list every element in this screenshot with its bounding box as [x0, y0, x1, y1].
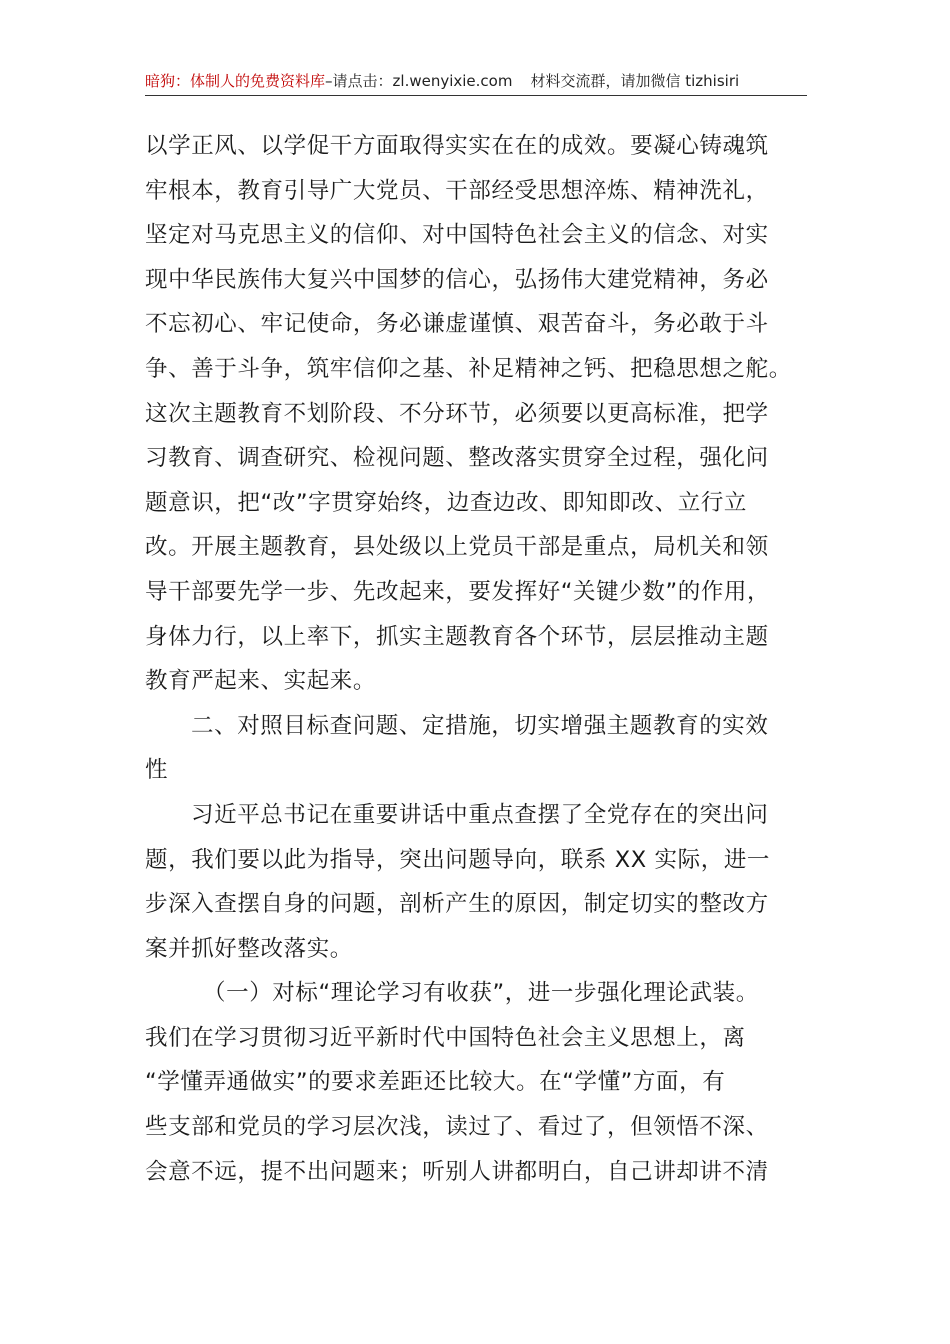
text-line: “学懂弄通做实”的要求差距还比较大。在“学懂”方面，有 — [145, 1069, 726, 1096]
text-line: 争、善于斗争，筑牢信仰之基、补足精神之钙、把稳思想之舵。 — [145, 355, 792, 382]
text-line: 些支部和党员的学习层次浅，读过了、看过了，但领悟不深、 — [145, 1114, 769, 1141]
text-line: 导干部要先学一步、先改起来，要发挥好“关键少数”的作用， — [145, 578, 771, 605]
subsection-heading: （一）对标“理论学习有收获”，进一步强化理论武装。 — [203, 980, 759, 1007]
header-url-link[interactable]: zl.wenyixie.com — [392, 72, 513, 90]
header-group-note: 材料交流群，请加微信 tizhisiri — [530, 72, 740, 90]
text-line: 这次主题教育不划阶段、不分环节，必须要以更高标准，把学 — [145, 400, 769, 427]
section-heading-continued: 性 — [145, 757, 169, 784]
text-line: 教育严起来、实起来。 — [145, 668, 377, 695]
document-body — [145, 124, 820, 1194]
text-line: 我们在学习贯彻习近平新时代中国特色社会主义思想上，离 — [145, 1024, 746, 1051]
text-line: 坚定对马克思主义的信仰、对中国特色社会主义的信念、对实 — [145, 222, 769, 249]
text-line: 步深入查摆自身的问题，剖析产生的原因，制定切实的整改方 — [145, 891, 769, 918]
text-line: 身体力行，以上率下，抓实主题教育各个环节，层层推动主题 — [145, 623, 769, 650]
text-line: 题意识，把“改”字贯穿始终，边查边改、即知即改、立行立 — [145, 489, 748, 516]
text-line: 以学正风、以学促干方面取得实实在在的成效。要凝心铸魂筑 — [145, 133, 769, 159]
text-line: 案并抓好整改落实。 — [145, 935, 353, 962]
header-site-name: 暗狗：体制人的免费资料库 — [145, 72, 326, 90]
header-divider — [145, 95, 807, 96]
section-heading: 二、对照目标查问题、定措施，切实增强主题教育的实效 — [191, 712, 769, 739]
page-header — [145, 70, 807, 94]
text-line: 习教育、调查研究、检视问题、整改落实贯穿全过程，强化问 — [145, 445, 769, 472]
text-line: 改。开展主题教育，县处级以上党员干部是重点，局机关和领 — [145, 534, 769, 561]
text-line: 题，我们要以此为指导，突出问题导向，联系 XX 实际，进一 — [145, 846, 771, 873]
header-click-prompt: –请点击： — [325, 72, 393, 90]
text-line: 现中华民族伟大复兴中国梦的信心，弘扬伟大建党精神，务必 — [145, 266, 769, 293]
text-line: 牢根本，教育引导广大党员、干部经受思想淬炼、精神洗礼， — [145, 177, 769, 204]
text-line: 会意不远，提不出问题来；听别人讲都明白，自己讲却讲不清 — [145, 1158, 769, 1185]
text-line: 不忘初心、牢记使命，务必谦虚谨慎、艰苦奋斗，务必敢于斗 — [145, 311, 769, 338]
text-line: 习近平总书记在重要讲话中重点查摆了全党存在的突出问 — [191, 801, 769, 828]
